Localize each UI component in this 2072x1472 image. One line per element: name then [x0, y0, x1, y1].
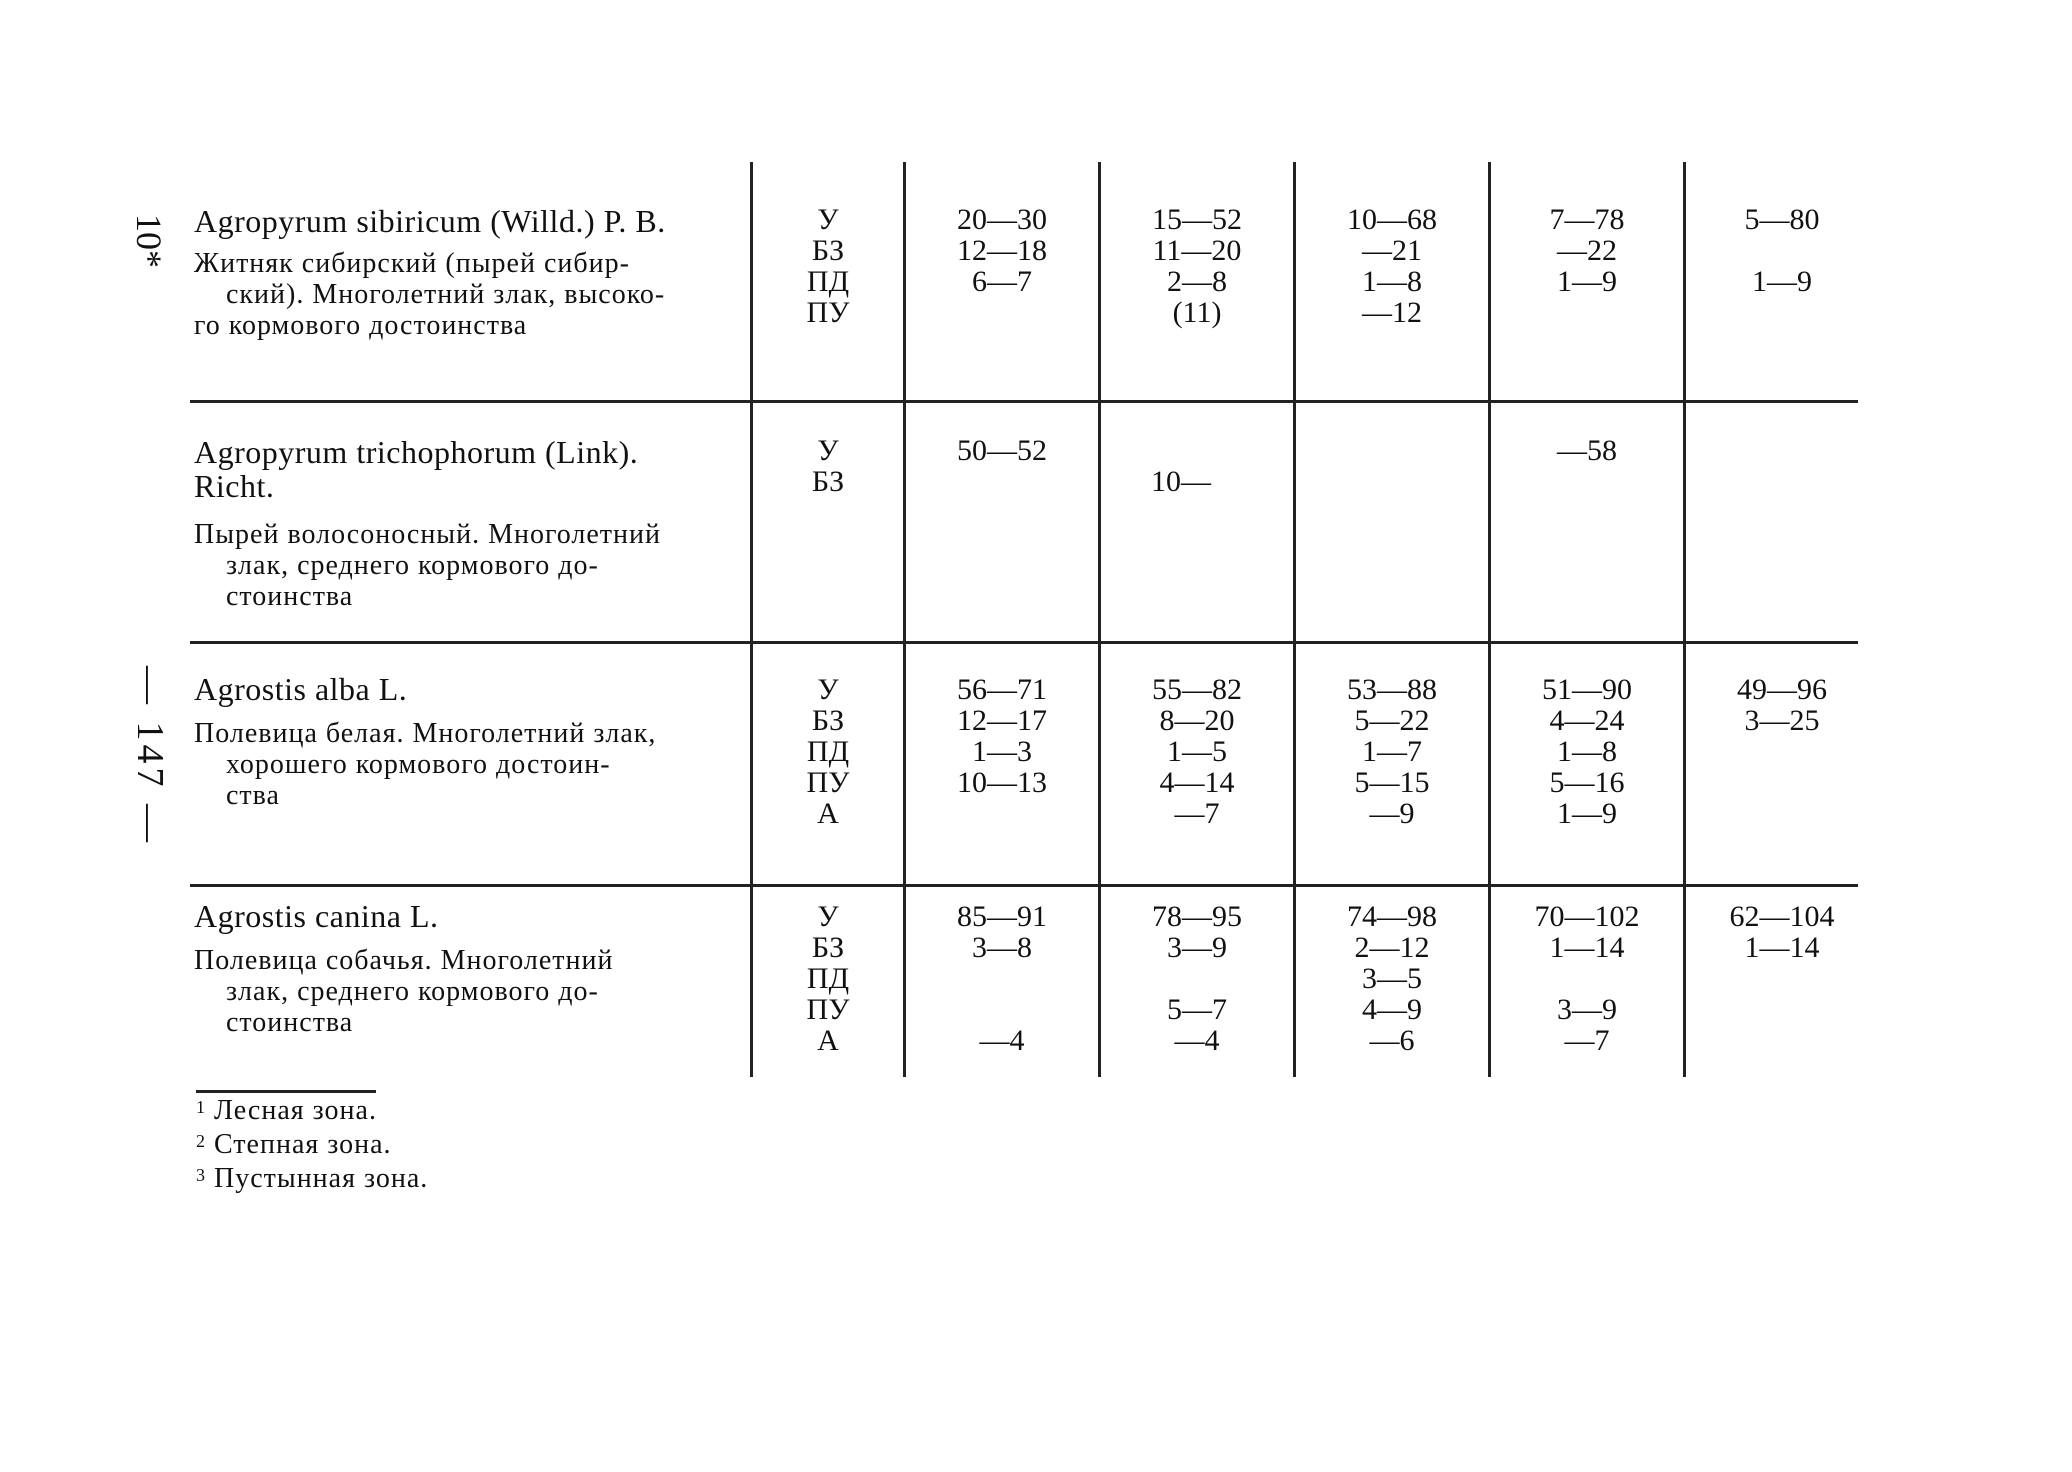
value-cell: 49—96 3—25 — [1737, 673, 1827, 737]
russian-description: Полевица собачья. Многолетний злак, среднего кормового до- стоинства — [194, 945, 614, 1038]
footnote: $^3$ Пустынная зона. — [196, 1163, 429, 1194]
latin-name: Agrostis canina L. — [194, 898, 439, 934]
value-cell: 51—90 4—24 1—8 5—16 1—9 — [1542, 673, 1632, 830]
russian-description: Полевица белая. Многолетний злак, хорошего кормового достоин- ства — [194, 718, 657, 811]
latin-name: Agropyrum sibiricum (Willd.) P. B. — [194, 203, 666, 239]
value-cell: 7—78 —22 1—9 — [1549, 203, 1625, 298]
value-cell: 15—52 11—20 2—8 (11) — [1152, 203, 1242, 329]
value-cell: 85—91 3—8 —4 — [957, 900, 1047, 1057]
zone-codes-cell: У БЗ ПД ПУ А — [806, 673, 850, 830]
zone-codes-cell: У БЗ ПД ПУ — [806, 203, 850, 329]
value-cell: 20—30 12—18 6—7 — [957, 203, 1047, 298]
latin-name: Agrostis alba L. — [194, 671, 408, 707]
russian-description: Пырей волосоносный. Многолетний злак, среднего кормового до- стоинства — [194, 519, 661, 612]
footnotes — [196, 1092, 428, 1194]
russian-description: Житняк сибирский (пырей сибир- ский). Многолетний злак, высоко- го кормового достоинства — [194, 248, 666, 341]
value-cell: 62—104 1—14 — [1729, 900, 1835, 964]
value-cell: 78—95 3—9 5—7 —4 — [1152, 900, 1242, 1057]
species-name-cell — [194, 162, 734, 400]
value-cell: 10— — [1151, 465, 1211, 498]
footnote: $^2$ Степная зона. — [196, 1129, 392, 1160]
table-row — [190, 403, 1858, 644]
zone-codes-cell: У БЗ — [811, 434, 845, 498]
value-cell — [1296, 403, 1488, 641]
table-row — [190, 162, 1858, 403]
footnote: $^1$ Лесная зона. — [196, 1095, 377, 1126]
value-cell: 56—71 12—17 1—3 10—13 — [957, 673, 1047, 799]
value-cell: 50—52 — [957, 434, 1047, 467]
signature-mark: 10* — [129, 214, 169, 268]
value-cell: 74—98 2—12 3—5 4—9 —6 — [1347, 900, 1437, 1057]
value-cell: 53—88 5—22 1—7 5—15 —9 — [1347, 673, 1437, 830]
value-cell: —58 — [1557, 434, 1617, 467]
latin-name: Agropyrum trichophorum (Link). Richt. — [194, 434, 639, 504]
value-cell: 10—68 —21 1—8 —12 — [1347, 203, 1437, 329]
table-row — [190, 644, 1858, 887]
value-cell: 70—102 1—14 3—9 —7 — [1534, 900, 1640, 1057]
species-name-cell — [194, 403, 734, 641]
page-number: — 147 — — [129, 666, 171, 846]
species-table — [190, 162, 1858, 1077]
species-name-cell — [194, 644, 734, 884]
species-name-cell — [194, 887, 734, 1077]
value-cell — [1686, 403, 1878, 641]
value-cell: 55—82 8—20 1—5 4—14 —7 — [1152, 673, 1242, 830]
table-row — [190, 887, 1858, 1077]
value-cell: 5—80 1—9 — [1744, 203, 1820, 298]
zone-codes-cell: У БЗ ПД ПУ А — [806, 900, 850, 1057]
